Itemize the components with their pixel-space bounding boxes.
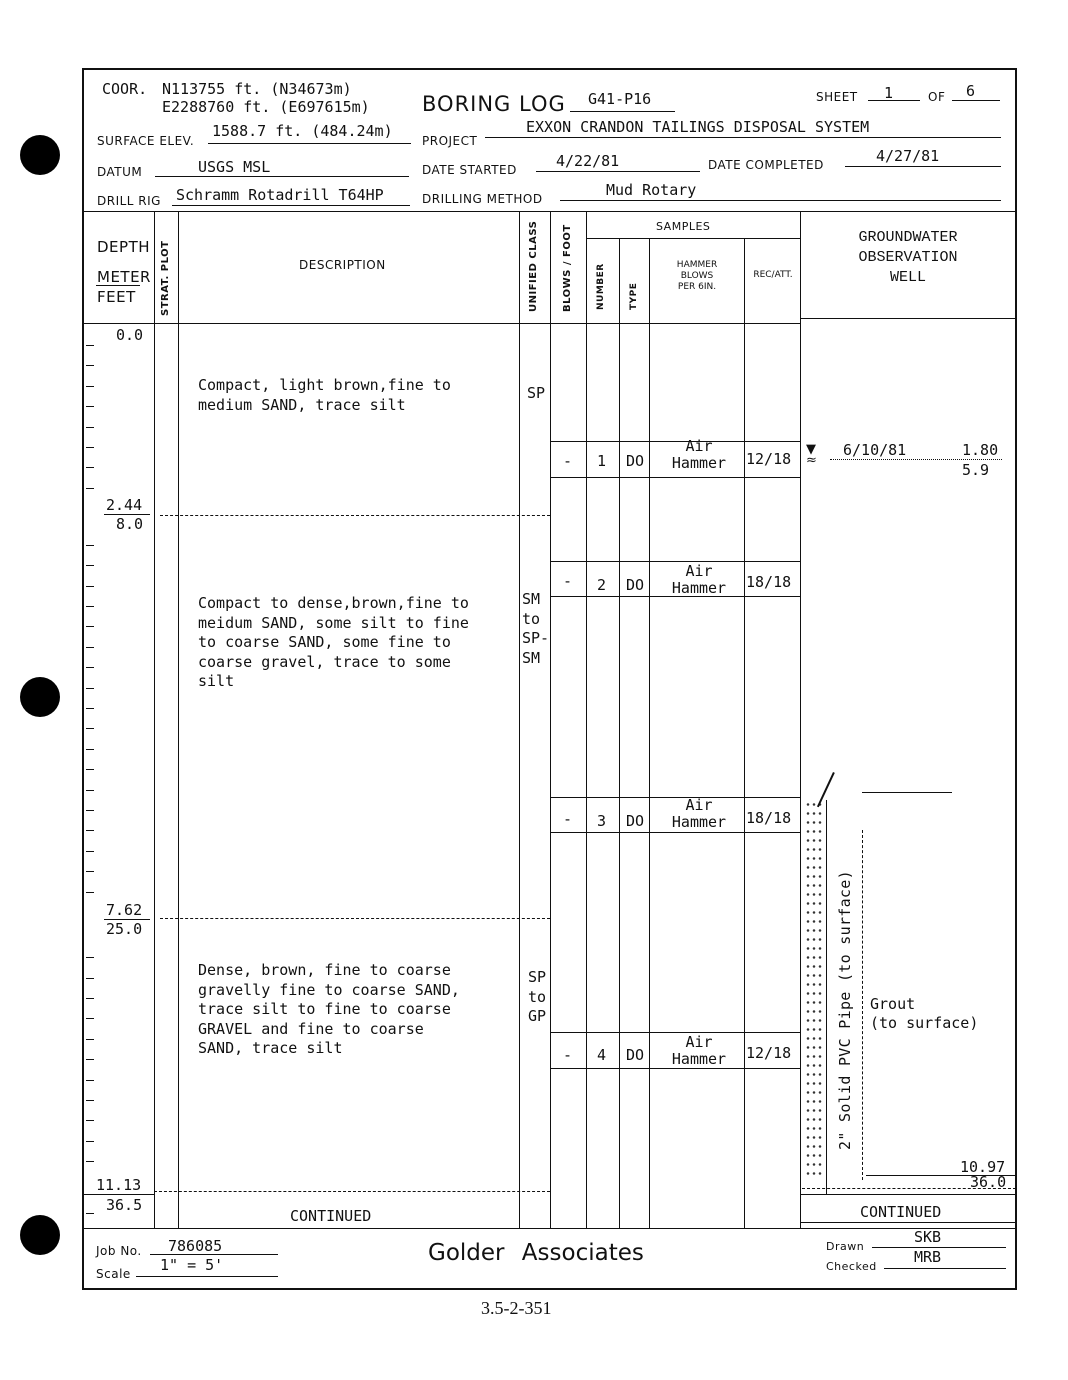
depth-meter-3: 11.13	[96, 1176, 142, 1194]
water-level-meter: 1.80	[962, 441, 999, 459]
depth-meter-2: 7.62	[106, 901, 143, 919]
sample-3-number: 3	[597, 812, 607, 830]
water-level-date: 6/10/81	[843, 441, 907, 459]
layer-3-description: Dense, brown, fine to coarse gravelly fine to coarse SAND, trace silt to fine to coarse GRAVEL and fine to coarse SAND, trace silt	[198, 961, 460, 1057]
sample-1-hammer: Air Hammer	[671, 437, 727, 472]
drill-rig-value: Schramm Rotadrill T64HP	[176, 186, 384, 204]
company-name: Golder Associates	[428, 1240, 644, 1266]
depth-meter-1: 2.44	[106, 496, 143, 514]
well-bottom-meter: 10.97	[960, 1158, 1006, 1176]
grout-fill	[805, 800, 823, 1180]
sample-2-hammer: Air Hammer	[671, 562, 727, 597]
sample-2-rec: 18/18	[746, 573, 792, 591]
layer-2-description: Compact to dense,brown,fine to meidum SAND, some silt to fine to coarse SAND, some fine to coarse gravel, trace to some silt	[198, 594, 469, 690]
punch-hole-bottom	[20, 1215, 60, 1255]
drill-rig-label: DRILL RIG	[97, 194, 161, 208]
layer-boundary-2	[160, 918, 550, 919]
date-started-value: 4/22/81	[556, 152, 620, 170]
sample-4-blows: -	[563, 1046, 573, 1064]
depth-header: DEPTH	[97, 238, 151, 256]
depth-feet-2: 25.0	[106, 920, 143, 938]
sample-1-rec: 12/18	[746, 450, 792, 468]
of-label: OF	[928, 90, 946, 104]
layer-boundary-3	[154, 1191, 550, 1192]
blows-foot-header: BLOWS / FOOT	[562, 224, 573, 312]
layer-3-class: SP to GP	[528, 968, 547, 1025]
number-header: NUMBER	[596, 263, 606, 310]
strat-plot-header: STRAT. PLOT	[160, 240, 171, 316]
layer-1-description: Compact, light brown,fine to medium SAND, trace silt	[198, 376, 451, 414]
depth-meter-header: METER	[97, 268, 151, 286]
depth-feet-1: 8.0	[116, 515, 144, 533]
job-no-label: Job No.	[96, 1244, 142, 1258]
surface-elev-label: SURFACE ELEV.	[97, 134, 195, 148]
form-title: BORING LOG	[422, 92, 566, 116]
coor-easting: E2288760 ft. (E697615m)	[162, 98, 370, 116]
type-header: TYPE	[629, 282, 639, 310]
datum-label: DATUM	[97, 165, 143, 179]
sample-3-hammer: Air Hammer	[671, 796, 727, 831]
sheet-label: SHEET	[816, 90, 858, 104]
sample-4-number: 4	[597, 1046, 607, 1064]
description-header: DESCRIPTION	[299, 258, 386, 272]
sample-3-blows: -	[563, 810, 573, 828]
drilling-method-label: DRILLING METHOD	[422, 192, 543, 206]
continued-right: CONTINUED	[860, 1203, 942, 1221]
sample-4-hammer: Air Hammer	[671, 1033, 727, 1068]
unified-class-header: UNIFIED CLASS	[528, 220, 539, 312]
continued-left: CONTINUED	[290, 1207, 372, 1225]
surface-elev-value: 1588.7 ft. (484.24m)	[212, 122, 393, 140]
sheet-total: 6	[966, 82, 976, 100]
drilling-method-value: Mud Rotary	[606, 181, 697, 199]
sample-1-number: 1	[597, 452, 607, 470]
grout-label: Grout (to surface)	[870, 995, 979, 1032]
sample-4-type: DO	[626, 1046, 645, 1064]
depth-feet-3: 36.5	[106, 1196, 143, 1214]
pvc-pipe-label: 2" Solid PVC Pipe (to surface)	[836, 870, 854, 1150]
date-completed-value: 4/27/81	[876, 147, 940, 165]
sample-2-number: 2	[597, 576, 607, 594]
sample-4-rec: 12/18	[746, 1044, 792, 1062]
depth-feet-0: 0.0	[116, 326, 144, 344]
hammer-blows-header: HAMMER BLOWS PER 6IN.	[676, 260, 718, 292]
sample-3-rec: 18/18	[746, 809, 792, 827]
checked-label: Checked	[826, 1260, 877, 1273]
drawn-label: Drawn	[826, 1240, 865, 1253]
rec-att-header: REC/ATT.	[753, 270, 793, 280]
groundwater-header: GROUNDWATER OBSERVATION WELL	[858, 229, 958, 286]
coor-northing: N113755 ft. (N34673m)	[162, 80, 352, 98]
sample-1-blows: -	[563, 452, 573, 470]
water-level-icon: ▼ ≈	[806, 442, 817, 468]
job-no-value: 786085	[168, 1237, 223, 1255]
sample-2-blows: -	[563, 572, 573, 590]
page-number: 3.5-2-351	[481, 1298, 552, 1318]
date-completed-label: DATE COMPLETED	[708, 158, 824, 172]
punch-hole-middle	[20, 677, 60, 717]
layer-2-class: SM to SP- SM	[522, 590, 550, 667]
layer-1-class: SP	[527, 384, 546, 402]
sample-1-type: DO	[626, 452, 645, 470]
well-bottom-feet: 36.0	[970, 1173, 1007, 1191]
samples-header: SAMPLES	[656, 220, 711, 233]
project-label: PROJECT	[422, 134, 478, 148]
scale-value: 1" = 5'	[160, 1256, 224, 1274]
coor-label: COOR.	[102, 80, 148, 98]
drawn-value: SKB	[914, 1228, 942, 1246]
punch-hole-top	[20, 135, 60, 175]
water-level-feet: 5.9	[962, 461, 990, 479]
sheet-number: 1	[884, 84, 894, 102]
sample-3-type: DO	[626, 812, 645, 830]
depth-feet-header: FEET	[97, 288, 136, 306]
boring-id: G41-P16	[588, 90, 652, 108]
layer-boundary-1	[160, 515, 550, 516]
project-value: EXXON CRANDON TAILINGS DISPOSAL SYSTEM	[526, 118, 870, 136]
date-started-label: DATE STARTED	[422, 163, 517, 177]
checked-value: MRB	[914, 1248, 942, 1266]
sample-2-type: DO	[626, 576, 645, 594]
datum-value: USGS MSL	[198, 158, 271, 176]
scale-label: Scale	[96, 1267, 131, 1281]
